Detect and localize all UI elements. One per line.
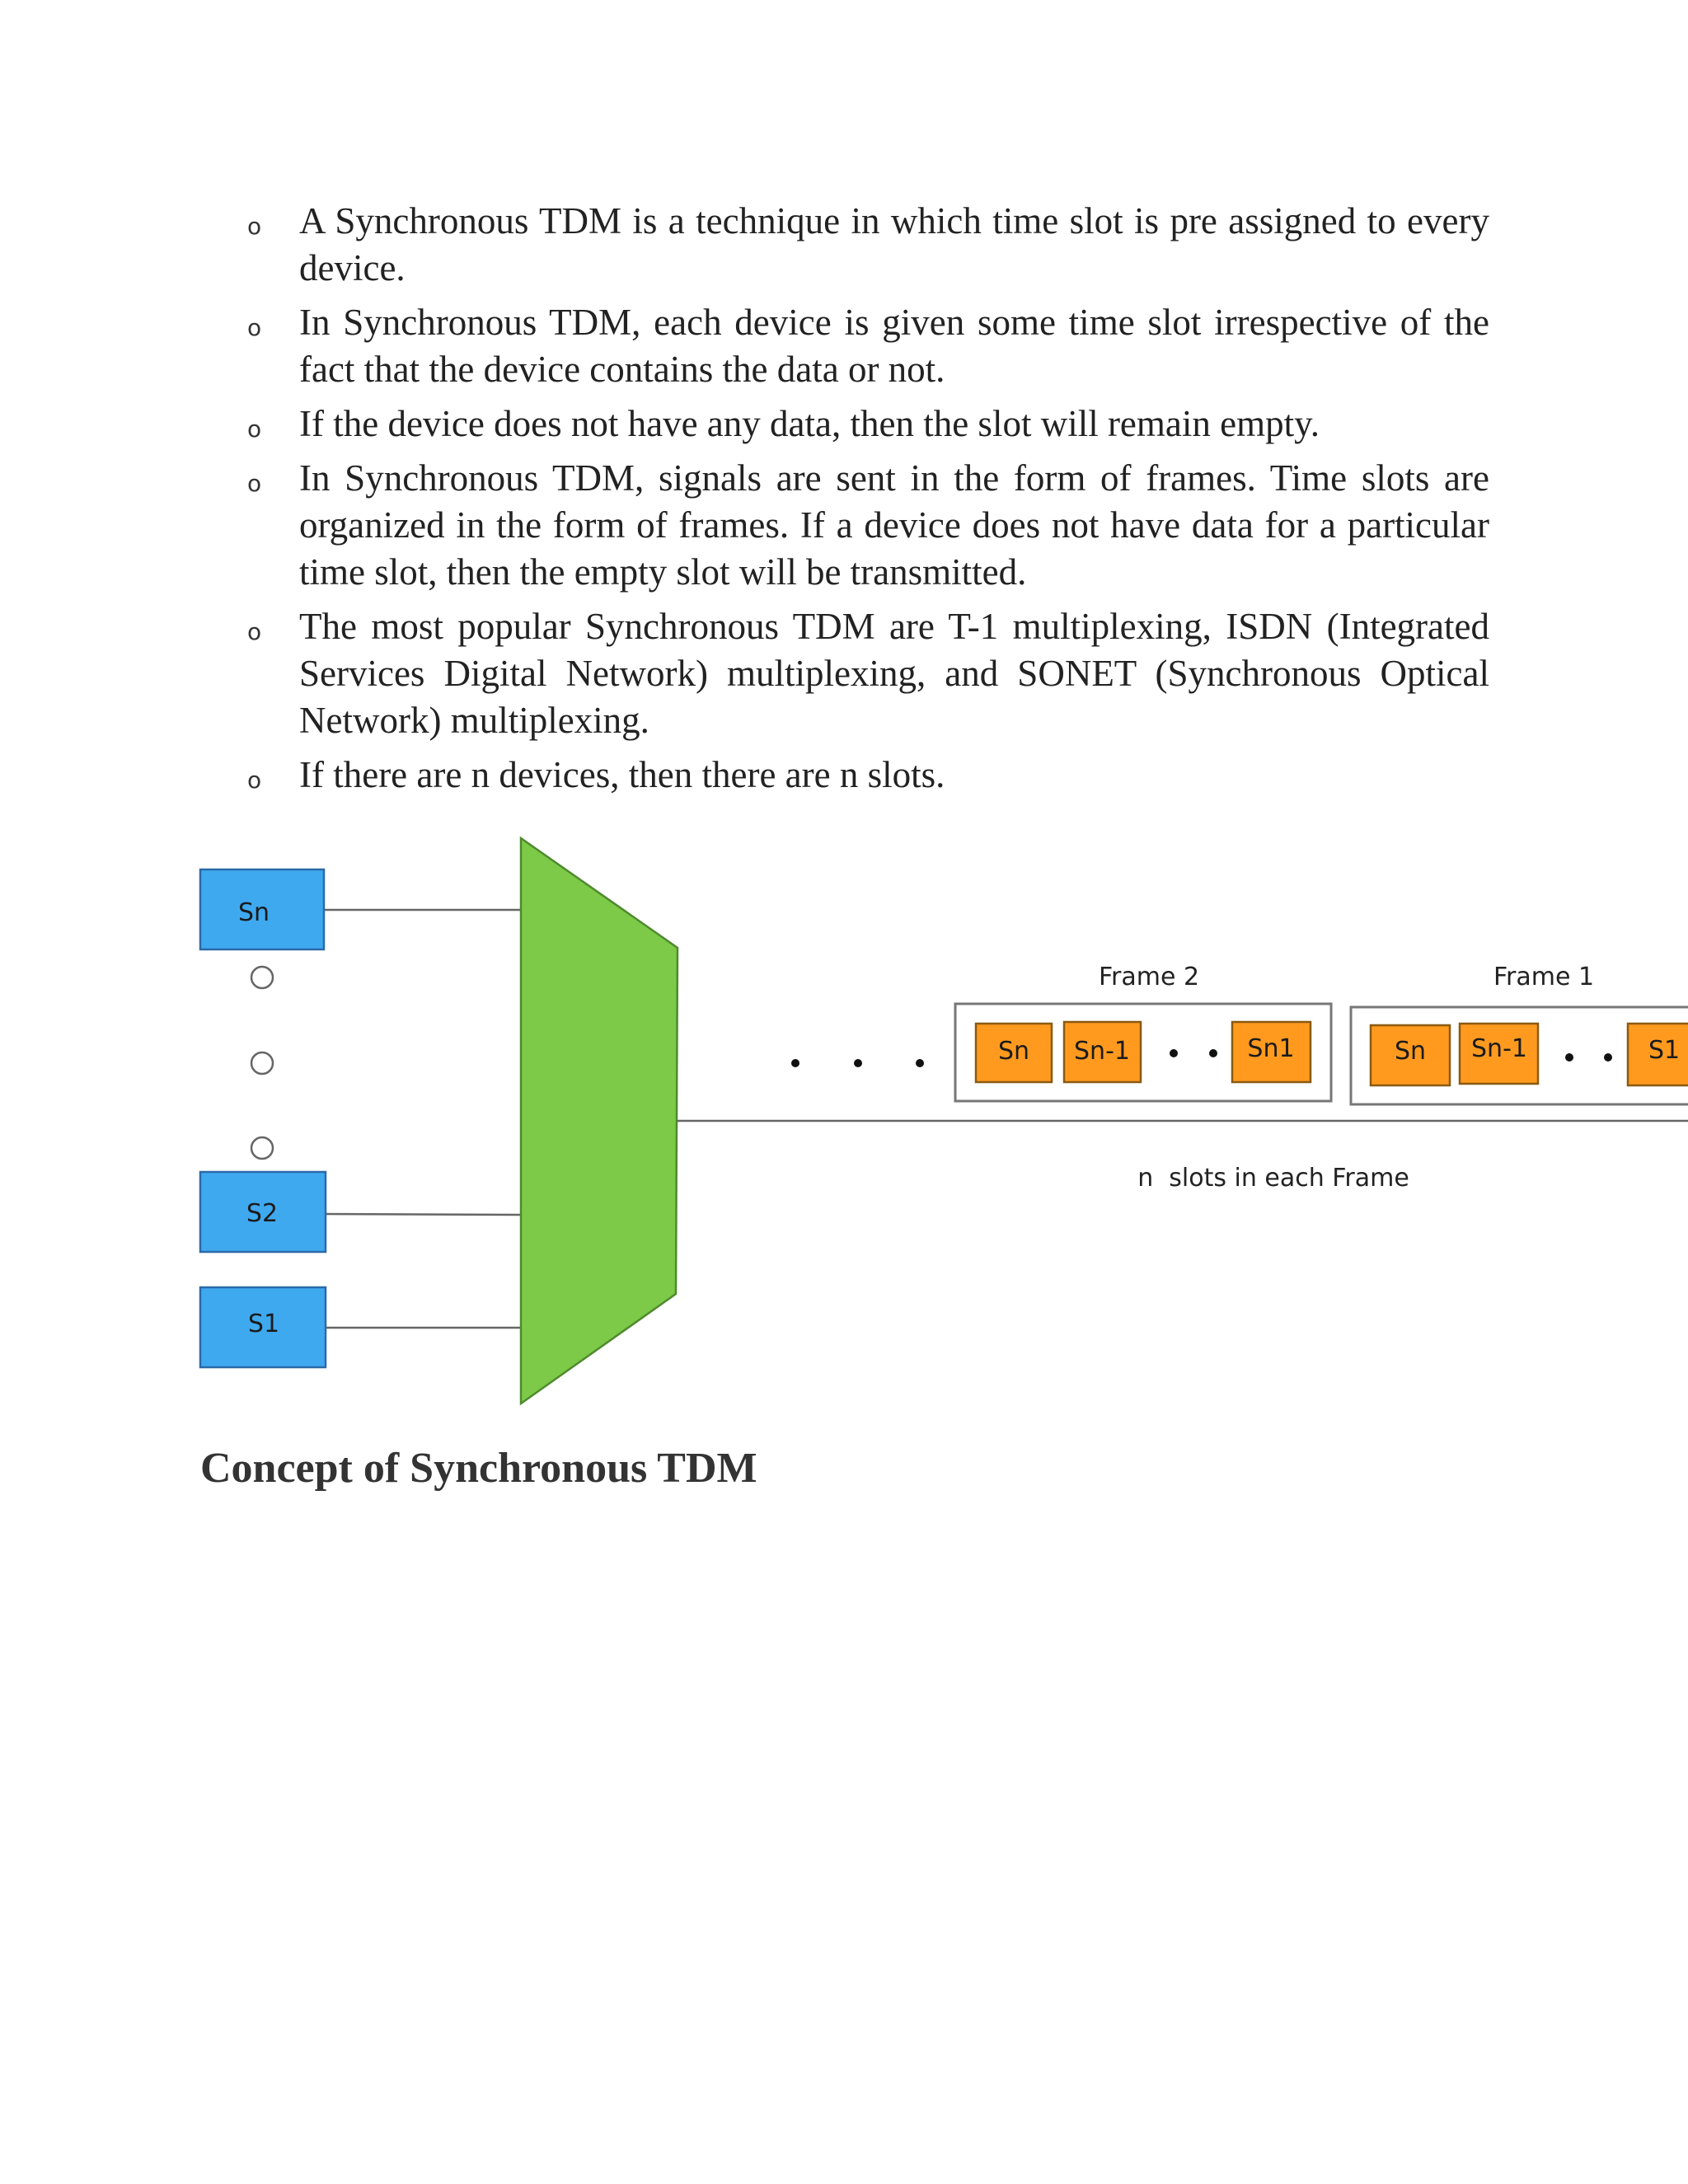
frame-1-slot-label: S1: [1648, 1036, 1681, 1065]
frame-2-slot-label: Sn-1: [1074, 1037, 1130, 1066]
ellipsis-dot: [251, 1052, 273, 1074]
source-label-s2: S2: [246, 1199, 279, 1228]
ellipsis-dot: [916, 1059, 924, 1067]
source-line-s2: [324, 1214, 521, 1215]
frame-1-title: Frame 1: [1493, 963, 1595, 991]
ellipsis-dot: [854, 1059, 862, 1067]
bullet-item: [245, 455, 1489, 596]
bullet-text: In Synchronous TDM, signals are sent in the form of frames. Time slots are organized in the form of frames. If a device does not have data for a particular time slot, then the empty slot will be transmitted.: [299, 457, 1489, 593]
bullet-text: A Synchronous TDM is a technique in which time slot is pre assigned to every device.: [299, 200, 1489, 288]
ellipsis-dot: [791, 1059, 799, 1067]
ellipsis-dot: [251, 1137, 273, 1159]
frame-2-title: Frame 2: [1098, 963, 1200, 991]
bullet-item: [245, 752, 1489, 799]
bullet-item: [245, 603, 1489, 744]
bullet-item: [245, 401, 1489, 448]
source-label-sn: Sn: [237, 898, 270, 927]
bullet-text: If the device does not have any data, then the slot will remain empty.: [299, 403, 1320, 444]
frame-1-slot-label: Sn: [1394, 1037, 1427, 1066]
bullet-marker: o: [247, 415, 262, 443]
ellipsis-dot: [1565, 1053, 1573, 1062]
bullet-item: [245, 198, 1489, 292]
bullet-item: [245, 299, 1489, 393]
frame-2-slot-label: Sn1: [1247, 1034, 1295, 1063]
ellipsis-dot: [251, 967, 273, 988]
frame-1-slot-label: Sn-1: [1471, 1034, 1527, 1063]
multiplexer: [521, 838, 678, 1404]
ellipsis-dot: [1209, 1049, 1217, 1057]
ellipsis-dot: [1170, 1049, 1178, 1057]
source-label-s1: S1: [247, 1310, 280, 1338]
bullet-text: In Synchronous TDM, each device is given some time slot irrespective of the fact that the device contains the data or not.: [299, 302, 1489, 390]
bullet-marker: o: [247, 314, 262, 341]
tdm-diagram: [0, 824, 1688, 1418]
figure-caption: Concept of Synchronous TDM: [200, 1445, 757, 1492]
bullet-text: If there are n devices, then there are n slots.: [299, 754, 945, 795]
slots-caption: n slots in each Frame: [1137, 1164, 1409, 1193]
bullet-marker: o: [247, 618, 262, 645]
ellipsis-dot: [1604, 1053, 1612, 1062]
bullet-list: [245, 198, 1489, 806]
frame-2-slot-label: Sn: [997, 1037, 1030, 1066]
bullet-marker: o: [247, 470, 262, 497]
bullet-marker: o: [247, 766, 262, 794]
bullet-marker: o: [247, 213, 262, 240]
bullet-text: The most popular Synchronous TDM are T-1 multiplexing, ISDN (Integrated Services Digital Network) multiplexing, and SONET (Synchronous Optical Network) multiplexing.: [299, 606, 1489, 741]
